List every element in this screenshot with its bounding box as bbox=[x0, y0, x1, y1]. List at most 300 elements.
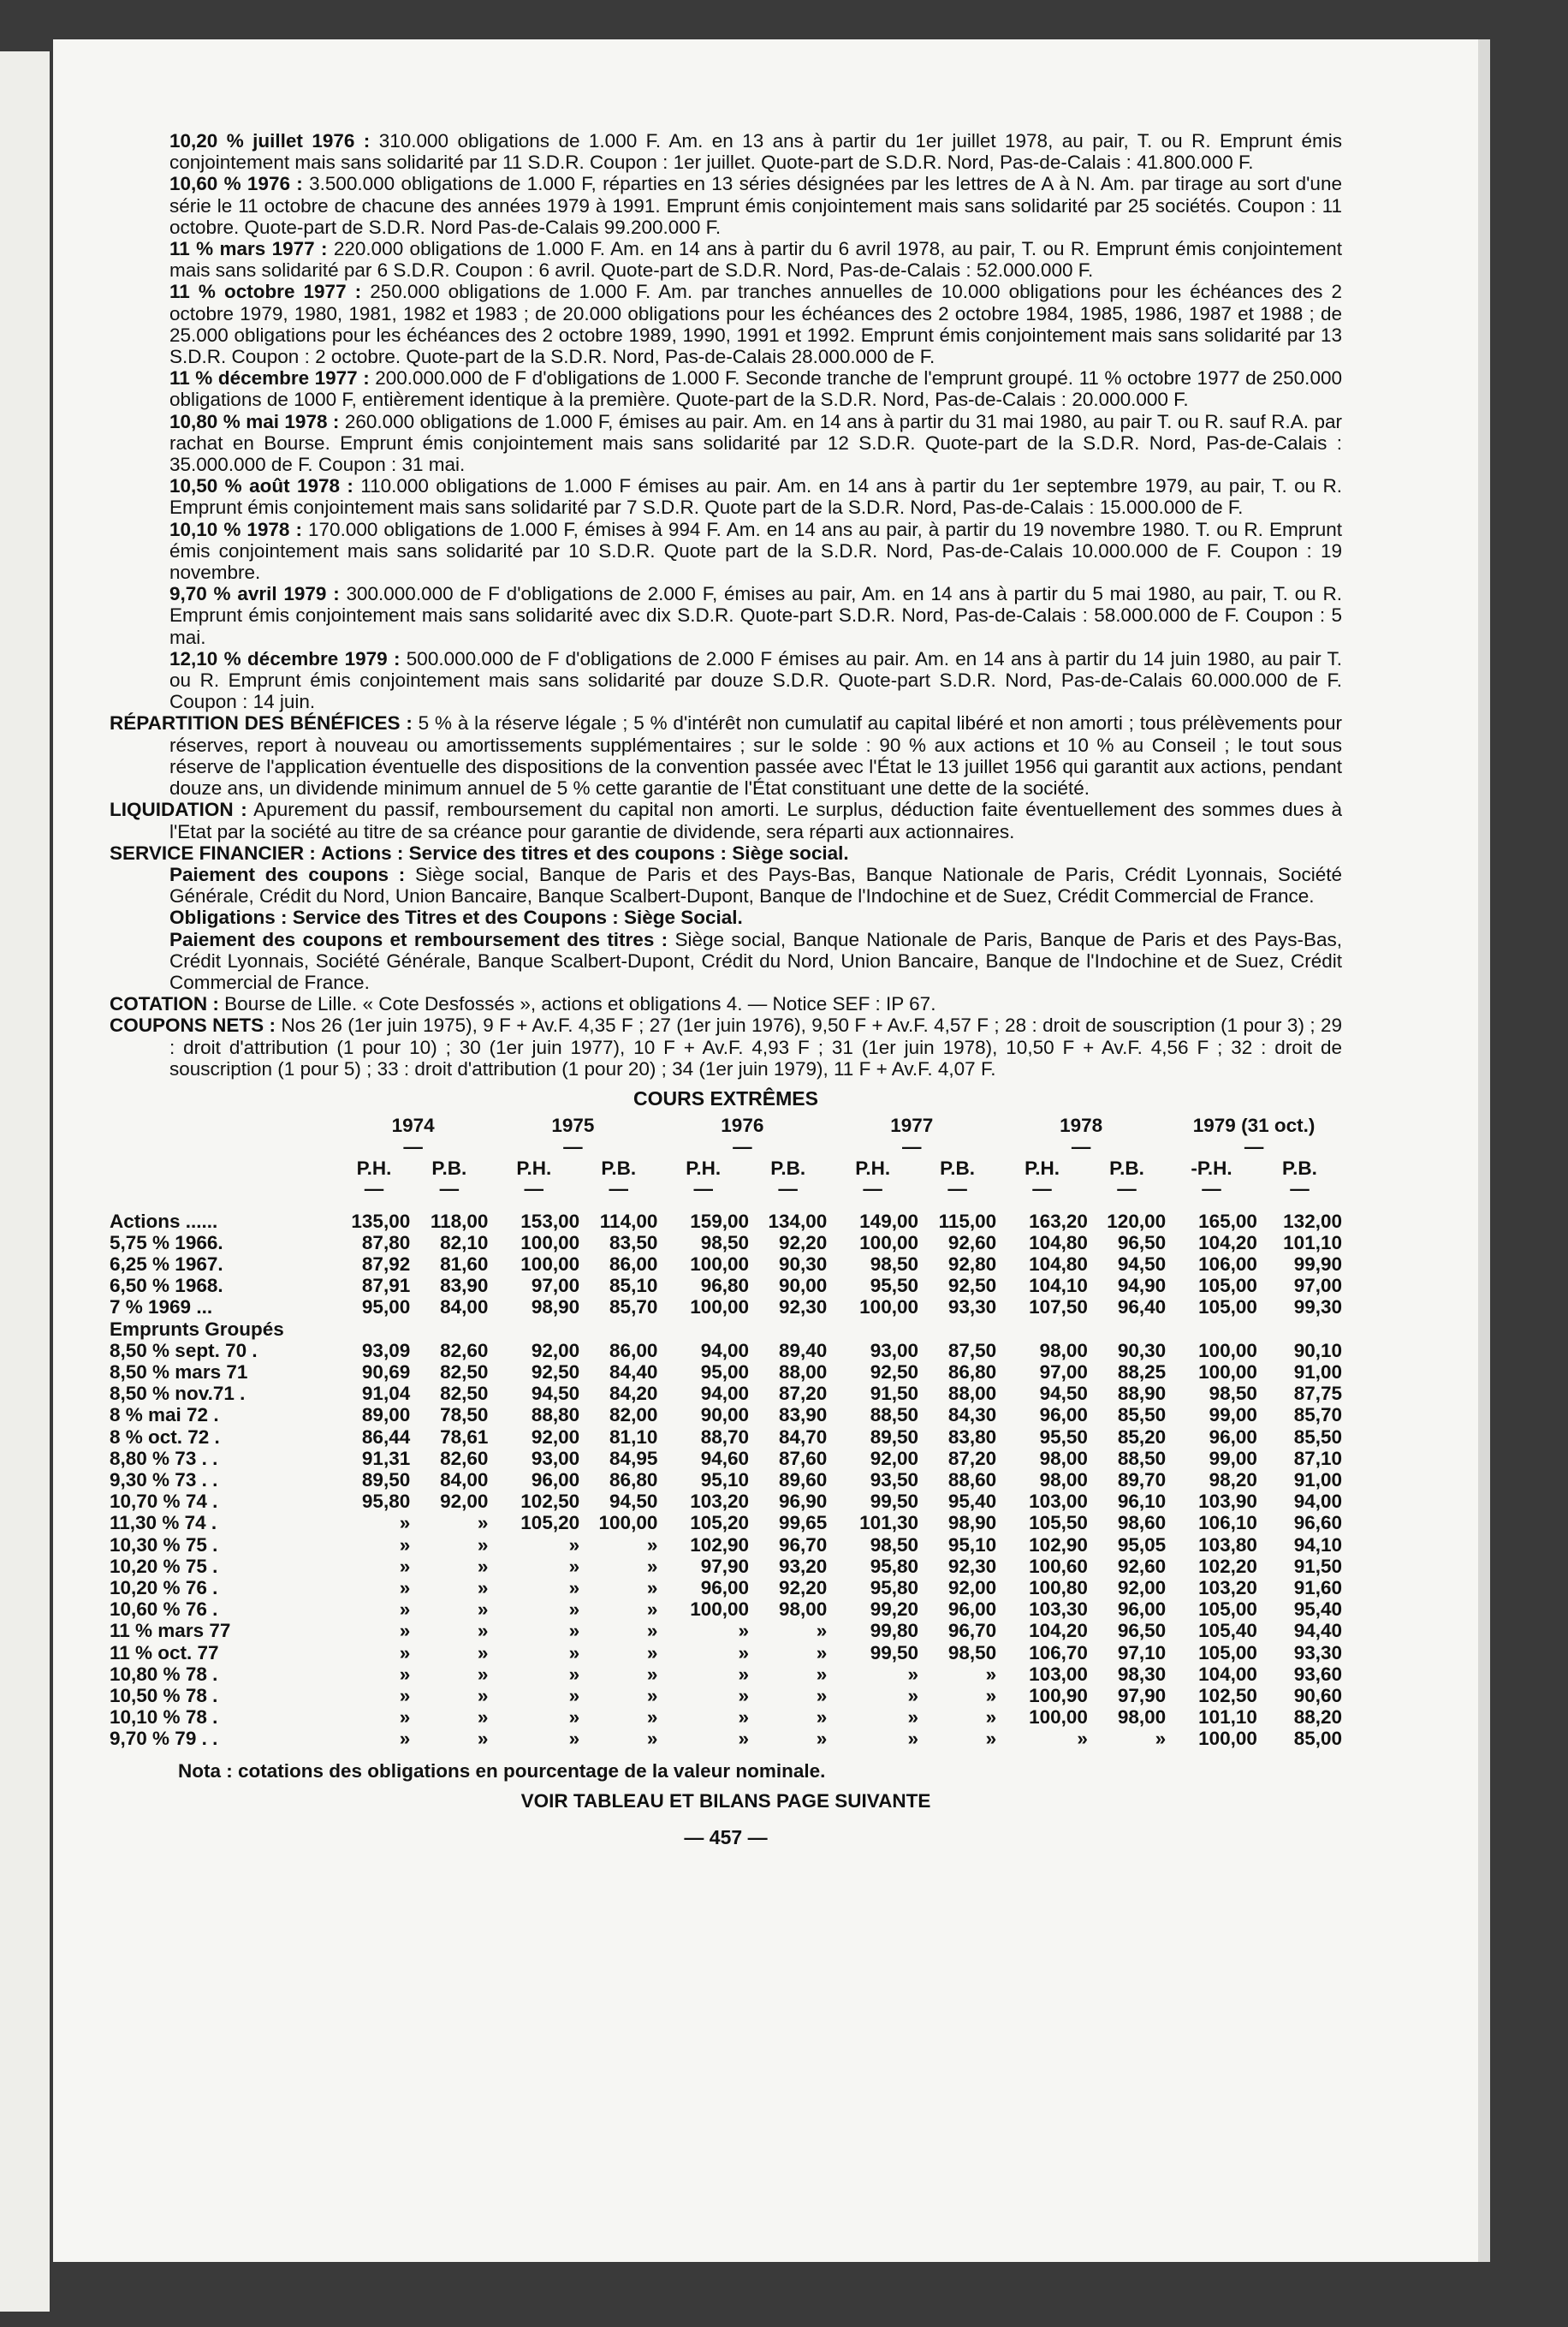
table-cell: 107,50 bbox=[1029, 1296, 1088, 1318]
table-cell: 85,20 bbox=[1117, 1425, 1167, 1448]
table-cell: 98,00 bbox=[778, 1598, 828, 1621]
footer-text: VOIR TABLEAU ET BILANS PAGE SUIVANTE bbox=[520, 1789, 931, 1812]
table-cell: 102,50 bbox=[1198, 1685, 1257, 1707]
table-cell: 98,20 bbox=[1209, 1468, 1257, 1491]
table-cell: » bbox=[816, 1728, 828, 1750]
table-cell: 92,20 bbox=[778, 1231, 828, 1253]
table-cell: 85,50 bbox=[1293, 1425, 1342, 1448]
cotation-text: Bourse de Lille. « Cote Desfossés », actions et obligations 4. — Notice SEF : IP 67. bbox=[224, 993, 936, 1015]
table-cell: 87,20 bbox=[947, 1447, 997, 1469]
table-cell: » bbox=[646, 1577, 658, 1598]
table-cell: 93,00 bbox=[870, 1339, 918, 1361]
table-cell: 104,00 bbox=[1198, 1663, 1257, 1685]
table-row bbox=[110, 1383, 1342, 1404]
table-cell: 99,50 bbox=[870, 1641, 918, 1663]
table-cell: » bbox=[646, 1555, 658, 1577]
bond-issue-paragraph bbox=[110, 583, 1342, 648]
table-cell: 1977 bbox=[890, 1115, 934, 1137]
table-cell bbox=[110, 1115, 338, 1136]
table-cell: 100,00 bbox=[520, 1231, 580, 1253]
table-cell: » bbox=[399, 1641, 411, 1663]
service-l1-head: Actions : bbox=[321, 842, 404, 864]
table-cell: — bbox=[609, 1178, 628, 1200]
table-cell: 88,60 bbox=[947, 1468, 997, 1491]
bond-issues-list bbox=[110, 130, 1342, 712]
table-cell: 92,00 bbox=[531, 1339, 580, 1361]
table-cell: 99,30 bbox=[1293, 1296, 1342, 1318]
table-cell: — bbox=[1202, 1178, 1221, 1200]
table-cell: 90,30 bbox=[1117, 1339, 1167, 1361]
table-row bbox=[110, 1512, 1342, 1533]
table-cell: — bbox=[863, 1178, 882, 1200]
table-cell: 85,50 bbox=[1117, 1404, 1167, 1426]
table-cell: 78,61 bbox=[440, 1425, 489, 1448]
table-cell: 5,75 % 1966. bbox=[110, 1231, 223, 1253]
table-cell: 89,70 bbox=[1117, 1468, 1167, 1491]
table-cell: 88,20 bbox=[1293, 1706, 1342, 1729]
table-cell bbox=[918, 1318, 996, 1340]
table-cell: 87,75 bbox=[1293, 1383, 1342, 1405]
table-cell: — bbox=[1244, 1135, 1264, 1158]
table-row bbox=[110, 1706, 1342, 1728]
table-cell: 88,90 bbox=[1117, 1383, 1167, 1405]
table-cell: 95,80 bbox=[870, 1577, 918, 1598]
bond-issue-paragraph bbox=[110, 519, 1342, 584]
table-cell: P.H. bbox=[686, 1157, 722, 1179]
coupons-head: COUPONS NETS : bbox=[110, 1015, 276, 1037]
bond-issue-text: 260.000 obligations de 1.000 F, émises au pair. Am. en 14 ans à partir du 31 mai 1980, au pair T. ou R. sauf R.A. par rachat en Bourse. Emprunt émis conjointement mais sans solidarité par 12 S.D.R. Quote-part de la S.D.R. Nord, Pas-de-Calais : 35.000.000 de F. Coupon : 31 mai. bbox=[169, 410, 1342, 476]
table-cell: 94,90 bbox=[1117, 1275, 1167, 1297]
table-cell: 105,50 bbox=[1029, 1512, 1088, 1534]
table-cell: 86,00 bbox=[609, 1253, 658, 1275]
table-cell: 93,30 bbox=[947, 1296, 997, 1318]
table-cell: » bbox=[568, 1641, 580, 1663]
table-cell bbox=[996, 1318, 1088, 1340]
table-cell: 97,90 bbox=[700, 1555, 750, 1577]
table-cell: 99,90 bbox=[1293, 1253, 1342, 1275]
table-cell: 135,00 bbox=[351, 1210, 411, 1232]
table-cell: » bbox=[568, 1577, 580, 1598]
table-cell: 95,40 bbox=[947, 1491, 997, 1513]
table-cell: 8,50 % nov.71 . bbox=[110, 1383, 246, 1405]
table-cell: » bbox=[477, 1663, 489, 1685]
table-cell: 100,00 bbox=[520, 1253, 580, 1275]
table-cell: 92,60 bbox=[1117, 1555, 1167, 1577]
table-cell: 95,40 bbox=[1293, 1598, 1342, 1621]
table-cell: 90,30 bbox=[778, 1253, 828, 1275]
table-cell: 91,50 bbox=[1293, 1555, 1342, 1577]
table-cell: 84,95 bbox=[609, 1447, 658, 1469]
bond-issue-text: 200.000.000 de F d'obligations de 1.000 F. Seconde tranche de l'emprunt groupé. 11 % octobre 1977 de 250.000 obligations de 1000 F, entièrement identique à la première. Quote-part de la S.D.R. Nord, Pas-de-Calais : 20.000.000 F. bbox=[169, 367, 1342, 411]
table-cell: — bbox=[1117, 1178, 1137, 1200]
table-cell: 82,60 bbox=[440, 1447, 489, 1469]
table-cell: 97,00 bbox=[531, 1275, 580, 1297]
table-cell: 88,00 bbox=[778, 1360, 828, 1383]
bond-issue-head: 12,10 % décembre 1979 : bbox=[169, 647, 401, 670]
table-cell: 86,00 bbox=[609, 1339, 658, 1361]
table-cell: 95,80 bbox=[361, 1491, 411, 1513]
table-cell: 100,90 bbox=[1029, 1685, 1088, 1707]
table-cell: 82,60 bbox=[440, 1339, 489, 1361]
table-cell: 93,60 bbox=[1293, 1663, 1342, 1685]
table-row bbox=[110, 1491, 1342, 1512]
table-cell: 89,40 bbox=[778, 1339, 828, 1361]
table-cell: 94,50 bbox=[609, 1491, 658, 1513]
table-row bbox=[110, 1426, 1342, 1448]
table-cell: 96,00 bbox=[531, 1468, 580, 1491]
table-cell bbox=[1088, 1318, 1166, 1340]
note-head: Nota : bbox=[178, 1759, 233, 1782]
table-cell: 94,60 bbox=[700, 1447, 750, 1469]
table-cell: » bbox=[907, 1706, 918, 1729]
table-cell: 106,00 bbox=[1198, 1253, 1257, 1275]
table-cell bbox=[827, 1318, 918, 1340]
table-cell: 85,10 bbox=[609, 1275, 658, 1297]
table-cell: 84,20 bbox=[609, 1383, 658, 1405]
bond-issue-head: 9,70 % avril 1979 : bbox=[169, 583, 340, 605]
table-cell: 84,40 bbox=[609, 1360, 658, 1383]
table-cell: 103,00 bbox=[1029, 1491, 1088, 1513]
table-cell: » bbox=[399, 1577, 411, 1598]
table-cell: 92,20 bbox=[778, 1577, 828, 1598]
table-cell: » bbox=[1155, 1728, 1167, 1750]
table-cell: 83,90 bbox=[778, 1404, 828, 1426]
service-l2-text: Siège social, Banque de Paris et des Pays-Bas, Banque Nationale de Paris, Crédit Lyonnais, Société Générale, Crédit du Nord, Union Bancaire, Banque Scalbert-Dupont, Banque de l'Indochine et de Suez, Crédit Commercial de France. bbox=[169, 863, 1342, 908]
service-financier-section bbox=[110, 842, 1342, 993]
table-cell: 132,00 bbox=[1283, 1210, 1342, 1232]
table-cell: 101,10 bbox=[1198, 1706, 1257, 1729]
table-cell: 100,00 bbox=[1198, 1728, 1257, 1750]
table-cell: 92,50 bbox=[870, 1360, 918, 1383]
table-cell bbox=[110, 1136, 338, 1158]
table-cell: P.B. bbox=[940, 1157, 976, 1179]
table-cell: 105,00 bbox=[1198, 1641, 1257, 1663]
table-cell: 11 % oct. 77 bbox=[110, 1641, 219, 1663]
bond-issue-text: 250.000 obligations de 1.000 F. Am. par tranches annuelles de 10.000 obligations pour les échéances des 2 octobre 1979, 1980, 1981, 1982 et 1983 ; de 20.000 obligations pour les échéances des 2 octobre 1984, 1985, 1986, 1987 et 1988 ; de 25.000 obligations pour les échéances des 2 octobre 1989, 1990, 1991 et 1992. Emprunt émis conjointement mais sans solidarité par 13 S.D.R. Coupon : 2 octobre. Quote-part de la S.D.R. Nord, Pas-de-Calais 28.000.000 de F. bbox=[169, 281, 1342, 368]
right-page-edge bbox=[1478, 39, 1490, 2262]
table-cell: » bbox=[399, 1728, 411, 1750]
table-cell: 120,00 bbox=[1107, 1210, 1167, 1232]
table-cell: 105,00 bbox=[1198, 1598, 1257, 1621]
table-cell: » bbox=[646, 1641, 658, 1663]
table-cell: 92,30 bbox=[947, 1555, 997, 1577]
table-cell: 106,10 bbox=[1198, 1512, 1257, 1534]
table-cell: P.B. bbox=[601, 1157, 637, 1179]
table-row bbox=[110, 1663, 1342, 1685]
table-cell: 84,30 bbox=[947, 1404, 997, 1426]
table-cell: 88,70 bbox=[700, 1425, 750, 1448]
service-l2-head: Paiement des coupons : bbox=[169, 863, 406, 885]
table-cell: 89,50 bbox=[361, 1468, 411, 1491]
table-cell: 84,00 bbox=[440, 1468, 489, 1491]
table-cell: 95,10 bbox=[700, 1468, 750, 1491]
table-cell: 87,10 bbox=[1293, 1447, 1342, 1469]
table-row bbox=[110, 1179, 1342, 1200]
table-cell: 105,00 bbox=[1198, 1275, 1257, 1297]
table-cell: 10,10 % 78 . bbox=[110, 1706, 218, 1729]
cours-extremes-table bbox=[110, 1115, 1342, 1749]
table-cell: 104,80 bbox=[1029, 1253, 1088, 1275]
table-cell: » bbox=[477, 1706, 489, 1729]
table-cell: » bbox=[646, 1598, 658, 1621]
bond-issue-head: 10,20 % juillet 1976 : bbox=[169, 130, 371, 152]
bond-issue-paragraph bbox=[110, 281, 1342, 367]
table-cell: 99,20 bbox=[870, 1598, 918, 1621]
table-cell: » bbox=[738, 1706, 750, 1729]
table-cell: » bbox=[477, 1685, 489, 1707]
table-cell: 83,50 bbox=[609, 1231, 658, 1253]
table-cell: 90,00 bbox=[778, 1275, 828, 1297]
table-cell: 96,40 bbox=[1117, 1296, 1167, 1318]
table-cell: » bbox=[907, 1728, 918, 1750]
table-cell: 1976 bbox=[721, 1115, 764, 1137]
bond-issue-text: 110.000 obligations de 1.000 F émises au pair. Am. en 14 ans à partir du 1er septembre 1979, au pair, T. ou R. Emprunt émis conjointement mais sans solidarité par 7 S.D.R. Quote part de la S.D.R. Nord, Pas-de-Calais : 15.000.000 de F. bbox=[169, 475, 1342, 519]
table-cell: » bbox=[477, 1598, 489, 1621]
table-row bbox=[110, 1598, 1342, 1620]
table-cell: — bbox=[1032, 1178, 1052, 1200]
service-l4-text: Siège social, Banque Nationale de Paris, Banque de Paris et des Pays-Bas, Crédit Lyonnais, Société Générale, Banque Scalbert-Dupont, Crédit du Nord, Union Bancaire, Banque de l'Indochine et de Suez, Crédit Commercial de France. bbox=[169, 928, 1342, 993]
table-row bbox=[110, 1211, 1342, 1232]
table-cell: 1974 bbox=[391, 1115, 435, 1137]
table-cell: P.B. bbox=[1282, 1157, 1317, 1179]
table-cell: 94,50 bbox=[531, 1383, 580, 1405]
table-cell: » bbox=[646, 1620, 658, 1642]
table-cell: 96,00 bbox=[947, 1598, 997, 1621]
table-cell: » bbox=[738, 1728, 750, 1750]
table-cell: 102,90 bbox=[1029, 1533, 1088, 1556]
table-cell: » bbox=[477, 1555, 489, 1577]
table-cell: 94,10 bbox=[1293, 1533, 1342, 1556]
liquidation-section bbox=[110, 799, 1342, 842]
table-cell: » bbox=[399, 1620, 411, 1642]
note-text: cotations des obligations en pourcentage de la valeur nominale. bbox=[238, 1759, 826, 1782]
table-cell bbox=[110, 1179, 338, 1200]
table-cell: 165,00 bbox=[1198, 1210, 1257, 1232]
table-cell bbox=[1166, 1318, 1257, 1340]
left-page-edge bbox=[0, 51, 50, 2312]
table-cell: 85,00 bbox=[1293, 1728, 1342, 1750]
table-cell: 94,00 bbox=[1293, 1491, 1342, 1513]
table-cell: 100,00 bbox=[1198, 1339, 1257, 1361]
table-cell: — bbox=[1071, 1135, 1091, 1158]
table-cell: 100,00 bbox=[859, 1296, 918, 1318]
table-cell: 87,50 bbox=[947, 1339, 997, 1361]
table-cell: 10,20 % 76 . bbox=[110, 1577, 218, 1598]
table-cell: 92,00 bbox=[531, 1425, 580, 1448]
table-cell: 93,00 bbox=[531, 1447, 580, 1469]
table-cell: » bbox=[646, 1663, 658, 1685]
table-row bbox=[110, 1115, 1342, 1136]
service-l3-head: Obligations : Service des Titres et des Coupons : bbox=[169, 907, 619, 929]
table-cell: 103,20 bbox=[690, 1491, 750, 1513]
table-cell: 95,50 bbox=[870, 1275, 918, 1297]
table-cell: 9,70 % 79 . . bbox=[110, 1728, 218, 1750]
bond-issue-paragraph bbox=[110, 238, 1342, 281]
service-l1-text: Service des titres et des coupons : Siège social. bbox=[408, 842, 849, 864]
table-cell: 98,90 bbox=[947, 1512, 997, 1534]
table-cell: » bbox=[985, 1685, 997, 1707]
table-cell: 87,60 bbox=[778, 1447, 828, 1469]
table-cell: 93,09 bbox=[361, 1339, 411, 1361]
table-row bbox=[110, 1275, 1342, 1296]
table-cell: 81,60 bbox=[440, 1253, 489, 1275]
bond-issue-head: 11 % décembre 1977 : bbox=[169, 367, 370, 390]
table-cell: » bbox=[568, 1533, 580, 1556]
table-cell: P.H. bbox=[516, 1157, 552, 1179]
table-cell: 96,50 bbox=[1117, 1231, 1167, 1253]
table-cell: 100,00 bbox=[1198, 1360, 1257, 1383]
page-number: — 457 — bbox=[684, 1826, 768, 1849]
table-cell: 98,00 bbox=[1039, 1447, 1088, 1469]
table-cell bbox=[749, 1318, 827, 1340]
table-cell: » bbox=[907, 1663, 918, 1685]
table-cell: 83,90 bbox=[440, 1275, 489, 1297]
table-cell: 98,50 bbox=[870, 1253, 918, 1275]
bond-issue-text: 310.000 obligations de 1.000 F. Am. en 13 ans à partir du 1er juillet 1978, au pair, T. ou R. Emprunt émis conjointement mais sans solidarité par 11 S.D.R. Coupon : 1er juillet. Quote-part de S.D.R. Nord, Pas-de-Calais : 41.800.000 F. bbox=[169, 130, 1342, 174]
bond-issue-paragraph bbox=[110, 130, 1342, 173]
table-cell: P.B. bbox=[431, 1157, 467, 1179]
table-cell: » bbox=[399, 1663, 411, 1685]
table-cell: 98,00 bbox=[1039, 1468, 1088, 1491]
table-cell: 99,80 bbox=[870, 1620, 918, 1642]
table-cell: 10,60 % 76 . bbox=[110, 1598, 218, 1621]
table-row bbox=[110, 1577, 1342, 1598]
table-cell: 100,00 bbox=[598, 1512, 658, 1534]
table-cell: 10,50 % 78 . bbox=[110, 1685, 218, 1707]
table-cell: 97,10 bbox=[1117, 1641, 1167, 1663]
table-cell: 104,80 bbox=[1029, 1231, 1088, 1253]
bond-issue-text: 3.500.000 obligations de 1.000 F, réparties en 13 séries désignées par les lettres de A à N. Am. par tirage au sort d'une série le 11 octobre de chacune des années 1979 à 1991. Emprunt émis conjointement mais sans solidarité par 25 sociétés. Coupon : 11 octobre. Quote-part de S.D.R. Nord Pas-de-Calais 99.200.000 F. bbox=[169, 173, 1342, 238]
table-row bbox=[110, 1620, 1342, 1641]
table-cell: 87,91 bbox=[361, 1275, 411, 1297]
table-cell: 100,00 bbox=[690, 1296, 750, 1318]
table-row bbox=[110, 1469, 1342, 1491]
table-row bbox=[110, 1158, 1342, 1179]
table-cell: 96,70 bbox=[947, 1620, 997, 1642]
table-cell: 8 % mai 72 . bbox=[110, 1404, 219, 1426]
table-cell: 97,00 bbox=[1039, 1360, 1088, 1383]
table-cell: » bbox=[477, 1512, 489, 1534]
table-cell: 93,30 bbox=[1293, 1641, 1342, 1663]
table-cell: 94,50 bbox=[1039, 1383, 1088, 1405]
table-cell: 159,00 bbox=[690, 1210, 750, 1232]
table-cell: 99,00 bbox=[1209, 1404, 1257, 1426]
table-cell: 84,00 bbox=[440, 1296, 489, 1318]
table-cell: 1979 (31 oct.) bbox=[1192, 1115, 1316, 1137]
table-cell: » bbox=[985, 1728, 997, 1750]
repartition-section bbox=[110, 712, 1342, 799]
table-cell bbox=[579, 1318, 657, 1340]
table-cell: 94,00 bbox=[700, 1339, 750, 1361]
table-cell: 103,80 bbox=[1198, 1533, 1257, 1556]
table-cell: » bbox=[738, 1641, 750, 1663]
table-cell: » bbox=[646, 1685, 658, 1707]
table-cell: 82,50 bbox=[440, 1360, 489, 1383]
table-row bbox=[110, 1534, 1342, 1556]
bond-issue-paragraph bbox=[110, 411, 1342, 476]
service-l3-text: Siège Social. bbox=[623, 907, 743, 929]
table-cell: 97,00 bbox=[1293, 1275, 1342, 1297]
table-cell: 95,05 bbox=[1117, 1533, 1167, 1556]
table-cell: » bbox=[399, 1706, 411, 1729]
table-cell: 82,00 bbox=[609, 1404, 658, 1426]
table-cell: — bbox=[947, 1178, 967, 1200]
table-cell: » bbox=[477, 1641, 489, 1663]
table-cell: 90,69 bbox=[361, 1360, 411, 1383]
table-cell: » bbox=[816, 1706, 828, 1729]
table-cell: » bbox=[816, 1620, 828, 1642]
table-cell: 100,60 bbox=[1029, 1555, 1088, 1577]
table-cell: » bbox=[477, 1577, 489, 1598]
table-cell: 104,20 bbox=[1029, 1620, 1088, 1642]
table-cell: 96,10 bbox=[1117, 1491, 1167, 1513]
table-cell: 78,50 bbox=[440, 1404, 489, 1426]
table-cell: » bbox=[399, 1533, 411, 1556]
table-cell: 92,00 bbox=[440, 1491, 489, 1513]
table-cell: » bbox=[738, 1620, 750, 1642]
table-row bbox=[110, 1318, 1342, 1340]
table-cell: 90,10 bbox=[1293, 1339, 1342, 1361]
table-cell: 91,00 bbox=[1293, 1468, 1342, 1491]
table-cell: 90,00 bbox=[700, 1404, 750, 1426]
table-cell: -P.H. bbox=[1191, 1157, 1232, 1179]
table-cell: P.H. bbox=[855, 1157, 891, 1179]
table-cell: 114,00 bbox=[599, 1210, 658, 1232]
table-cell: 83,80 bbox=[947, 1425, 997, 1448]
table-cell: 100,00 bbox=[859, 1231, 918, 1253]
table-cell: 88,50 bbox=[1117, 1447, 1167, 1469]
table-cell: — bbox=[563, 1135, 583, 1158]
table-cell: 96,50 bbox=[1117, 1620, 1167, 1642]
table-cell: 96,80 bbox=[700, 1275, 750, 1297]
table-cell: P.B. bbox=[1109, 1157, 1144, 1179]
table-cell: 10,30 % 75 . bbox=[110, 1533, 218, 1556]
table-row bbox=[110, 1685, 1342, 1706]
table-cell: 95,50 bbox=[1039, 1425, 1088, 1448]
table-cell: 94,40 bbox=[1293, 1620, 1342, 1642]
table-cell: 8 % oct. 72 . bbox=[110, 1425, 220, 1448]
table-cell: 105,00 bbox=[1198, 1296, 1257, 1318]
table-cell: » bbox=[568, 1728, 580, 1750]
table-cell: 8,80 % 73 . . bbox=[110, 1447, 218, 1469]
table-cell: 98,50 bbox=[1209, 1383, 1257, 1405]
table-row bbox=[110, 1253, 1342, 1275]
table-cell: 103,20 bbox=[1198, 1577, 1257, 1598]
table-cell: » bbox=[399, 1598, 411, 1621]
table-cell: P.H. bbox=[356, 1157, 392, 1179]
table-cell: » bbox=[568, 1620, 580, 1642]
table-cell: 96,00 bbox=[700, 1577, 750, 1598]
table-cell: — bbox=[693, 1178, 713, 1200]
table-cell: » bbox=[568, 1663, 580, 1685]
table-cell: 82,10 bbox=[440, 1231, 489, 1253]
table-row bbox=[110, 1728, 1342, 1749]
table-cell: 98,30 bbox=[1117, 1663, 1167, 1685]
table-cell: 10,70 % 74 . bbox=[110, 1491, 218, 1513]
table-cell: 149,00 bbox=[859, 1210, 918, 1232]
table-cell: 95,00 bbox=[361, 1296, 411, 1318]
cotation-head: COTATION : bbox=[110, 993, 219, 1015]
table-cell: 104,20 bbox=[1198, 1231, 1257, 1253]
table-cell: Actions ...... bbox=[110, 1210, 218, 1232]
table-row bbox=[110, 1232, 1342, 1253]
table-cell: 1975 bbox=[551, 1115, 595, 1137]
table-cell: 104,10 bbox=[1029, 1275, 1088, 1297]
table-cell: » bbox=[816, 1663, 828, 1685]
table-cell: 87,92 bbox=[361, 1253, 411, 1275]
table-cell: 94,50 bbox=[1117, 1253, 1167, 1275]
table-cell: 93,50 bbox=[870, 1468, 918, 1491]
